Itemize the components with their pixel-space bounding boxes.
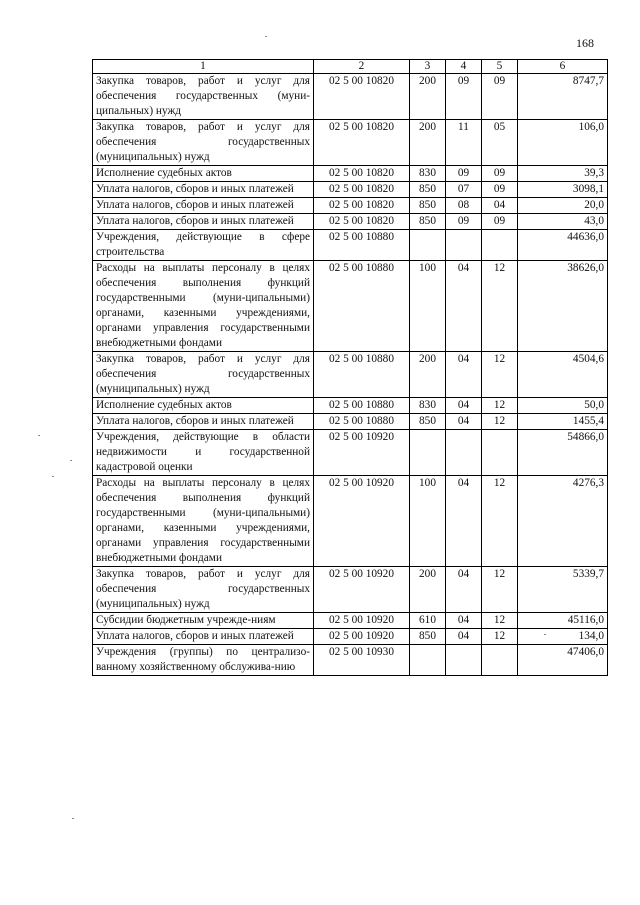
- row-amount: 1455,4: [518, 414, 608, 430]
- row-col-3: 200: [410, 352, 446, 398]
- table-row: [93, 567, 608, 613]
- table-row: [93, 613, 608, 629]
- row-col-4: 04: [446, 567, 482, 613]
- scan-speck: [544, 634, 546, 635]
- row-amount: 4504,6: [518, 352, 608, 398]
- row-col-5: 12: [482, 567, 518, 613]
- scan-speck: [70, 460, 72, 461]
- row-col-4: [446, 430, 482, 476]
- table-row: [93, 166, 608, 182]
- row-name: Учреждения, действующие в сфере строительства: [93, 230, 314, 261]
- row-col-4: 04: [446, 352, 482, 398]
- row-col-3: [410, 430, 446, 476]
- table-row: [93, 74, 608, 120]
- row-amount: 43,0: [518, 214, 608, 230]
- row-col-3: 850: [410, 629, 446, 645]
- row-col-4: 09: [446, 214, 482, 230]
- row-col-5: 12: [482, 398, 518, 414]
- row-col-4: [446, 230, 482, 261]
- row-col-3: 830: [410, 166, 446, 182]
- row-col-4: 04: [446, 414, 482, 430]
- row-code: 02 5 00 10880: [314, 230, 410, 261]
- table-row: [93, 261, 608, 352]
- row-amount: 106,0: [518, 120, 608, 166]
- row-col-3: 850: [410, 414, 446, 430]
- scan-speck: [38, 435, 40, 436]
- row-col-3: 200: [410, 567, 446, 613]
- table-row: [93, 398, 608, 414]
- table-row: [93, 476, 608, 567]
- budget-table: [92, 59, 608, 676]
- row-col-5: 05: [482, 120, 518, 166]
- row-col-3: 850: [410, 182, 446, 198]
- row-name: Учреждения (группы) по централизо-ванному хозяйственному обслужива-нию: [93, 645, 314, 676]
- row-code: 02 5 00 10820: [314, 214, 410, 230]
- row-col-5: 09: [482, 166, 518, 182]
- row-code: 02 5 00 10820: [314, 120, 410, 166]
- row-code: 02 5 00 10920: [314, 476, 410, 567]
- row-code: 02 5 00 10820: [314, 198, 410, 214]
- row-code: 02 5 00 10920: [314, 567, 410, 613]
- row-col-5: 09: [482, 74, 518, 120]
- header-row: [93, 60, 608, 74]
- row-col-5: [482, 645, 518, 676]
- header-col-1: 1: [93, 60, 314, 74]
- row-code: 02 5 00 10880: [314, 398, 410, 414]
- row-col-4: 04: [446, 629, 482, 645]
- row-col-3: [410, 645, 446, 676]
- row-name: Уплата налогов, сборов и иных платежей: [93, 214, 314, 230]
- header-col-6: 6: [518, 60, 608, 74]
- row-name: Расходы на выплаты персоналу в целях обеспечения выполнения функций государственными (муни-ципальными) органами, казенными учреждениями, органами управления государственными внебюджетными фондами: [93, 476, 314, 567]
- row-col-4: 04: [446, 476, 482, 567]
- row-col-5: 04: [482, 198, 518, 214]
- row-col-5: 12: [482, 613, 518, 629]
- table-row: [93, 230, 608, 261]
- row-amount: 45116,0: [518, 613, 608, 629]
- scan-speck: [265, 36, 267, 37]
- table-row: [93, 629, 608, 645]
- row-col-4: 11: [446, 120, 482, 166]
- row-amount: 20,0: [518, 198, 608, 214]
- row-name: Расходы на выплаты персоналу в целях обеспечения выполнения функций государственными (муни-ципальными) органами, казенными учреждениями, органами управления государственными внебюджетными фондами: [93, 261, 314, 352]
- row-name: Учреждения, действующие в области недвижимости и государственной кадастровой оценки: [93, 430, 314, 476]
- row-col-3: 100: [410, 261, 446, 352]
- row-amount: 44636,0: [518, 230, 608, 261]
- table-row: [93, 182, 608, 198]
- row-code: 02 5 00 10920: [314, 430, 410, 476]
- header-col-3: 3: [410, 60, 446, 74]
- row-code: 02 5 00 10930: [314, 645, 410, 676]
- page-number: 168: [576, 36, 594, 50]
- row-code: 02 5 00 10880: [314, 261, 410, 352]
- row-col-5: 09: [482, 182, 518, 198]
- row-code: 02 5 00 10820: [314, 166, 410, 182]
- row-amount: 5339,7: [518, 567, 608, 613]
- row-col-4: 04: [446, 261, 482, 352]
- row-name: Уплата налогов, сборов и иных платежей: [93, 182, 314, 198]
- row-col-5: 12: [482, 352, 518, 398]
- row-col-4: [446, 645, 482, 676]
- table-row: [93, 414, 608, 430]
- row-col-5: 12: [482, 629, 518, 645]
- row-col-3: 200: [410, 74, 446, 120]
- row-col-5: 09: [482, 214, 518, 230]
- row-code: 02 5 00 10920: [314, 629, 410, 645]
- row-name: Исполнение судебных актов: [93, 166, 314, 182]
- row-code: 02 5 00 10820: [314, 74, 410, 120]
- row-amount: 4276,3: [518, 476, 608, 567]
- table-row: [93, 352, 608, 398]
- table-row: [93, 120, 608, 166]
- row-amount: 50,0: [518, 398, 608, 414]
- table-row: [93, 214, 608, 230]
- table-row: [93, 645, 608, 676]
- row-code: 02 5 00 10920: [314, 613, 410, 629]
- row-col-3: 850: [410, 198, 446, 214]
- row-col-3: 850: [410, 214, 446, 230]
- table-row: [93, 430, 608, 476]
- row-name: Закупка товаров, работ и услуг для обеспечения государственных (муниципальных) нужд: [93, 567, 314, 613]
- row-name: Уплата налогов, сборов и иных платежей: [93, 414, 314, 430]
- row-col-4: 07: [446, 182, 482, 198]
- row-amount: 8747,7: [518, 74, 608, 120]
- row-col-5: [482, 230, 518, 261]
- row-col-3: 830: [410, 398, 446, 414]
- row-amount: 39,3: [518, 166, 608, 182]
- row-col-5: 12: [482, 261, 518, 352]
- row-amount: 38626,0: [518, 261, 608, 352]
- row-amount: 54866,0: [518, 430, 608, 476]
- row-col-4: 09: [446, 166, 482, 182]
- row-name: Уплата налогов, сборов и иных платежей: [93, 629, 314, 645]
- row-name: Закупка товаров, работ и услуг для обеспечения государственных (муниципальных) нужд: [93, 120, 314, 166]
- row-name: Закупка товаров, работ и услуг для обеспечения государственных (муни-ципальных) нужд: [93, 74, 314, 120]
- row-col-3: 200: [410, 120, 446, 166]
- row-col-4: 04: [446, 613, 482, 629]
- scan-speck: [72, 818, 74, 819]
- row-code: 02 5 00 10880: [314, 352, 410, 398]
- row-col-5: 12: [482, 476, 518, 567]
- row-amount: 134,0: [518, 629, 608, 645]
- row-name: Уплата налогов, сборов и иных платежей: [93, 198, 314, 214]
- row-name: Закупка товаров, работ и услуг для обеспечения государственных (муниципальных) нужд: [93, 352, 314, 398]
- header-col-2: 2: [314, 60, 410, 74]
- row-col-5: 12: [482, 414, 518, 430]
- row-amount: 3098,1: [518, 182, 608, 198]
- row-code: 02 5 00 10880: [314, 414, 410, 430]
- row-amount: 47406,0: [518, 645, 608, 676]
- scan-speck: [52, 476, 54, 477]
- row-code: 02 5 00 10820: [314, 182, 410, 198]
- row-col-3: 610: [410, 613, 446, 629]
- row-col-4: 04: [446, 398, 482, 414]
- row-name: Субсидии бюджетным учрежде-ниям: [93, 613, 314, 629]
- table-row: [93, 198, 608, 214]
- header-col-5: 5: [482, 60, 518, 74]
- row-col-3: [410, 230, 446, 261]
- row-col-3: 100: [410, 476, 446, 567]
- row-col-5: [482, 430, 518, 476]
- row-col-4: 08: [446, 198, 482, 214]
- row-name: Исполнение судебных актов: [93, 398, 314, 414]
- row-col-4: 09: [446, 74, 482, 120]
- header-col-4: 4: [446, 60, 482, 74]
